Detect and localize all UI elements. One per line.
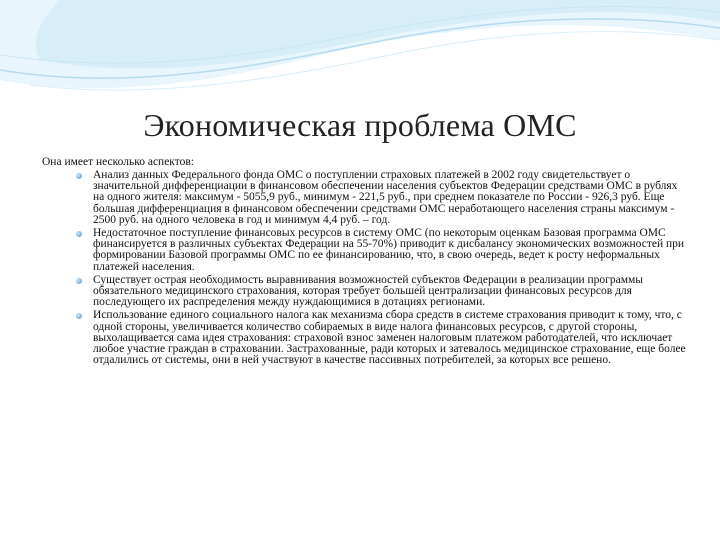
bullet-dot-icon [76,231,82,237]
bullet-item [76,228,686,273]
bullet-list [76,170,686,368]
bullet-dot-icon [76,278,82,284]
bullet-item [76,275,686,309]
slide-title: Экономическая проблема ОМС [143,107,577,143]
wave-band-2 [36,0,720,68]
bullet-dot-icon [76,313,82,319]
bullet-item [76,310,686,366]
bullet-item [76,170,686,226]
bullet-text: Недостаточное поступление финансовых ресурсов в систему ОМС (по некоторым оценкам Базовая программа ОМС финансируется в различных субъектах Федерации на 55-70%) приводит к дисбалансу экономических возможностей при формировании Базовой программы ОМС по ее финансированию, что, в свою очередь, ведет к росту неформальных платежей населения. [93,227,685,273]
intro-text: Она имеет несколько аспектов: [42,156,194,168]
bullet-text: Анализ данных Федерального фонда ОМС о поступлении страховых платежей в 2002 году свидетельствует о значительной дифференциации в финансовом обеспечении населения субъектов Федерации средствами ОМС в рублях на одного жителя: максимум - 5055,9 руб., минимум - 221,5 руб., при среднем показателе по России - 926,3 руб. Еще большая дифференциация в финансовом обеспечении средствами ОМС неработающего населения страны максимум - 2500 руб. на одного человека в год и минимум 4,4 руб. – год. [93,169,678,226]
bullet-text: Использование единого социального налога как механизма сбора средств в системе страхования приводит к тому, что, с одной стороны, увеличивается количество собираемых в виде налога финансовых ресурсов, с другой стороны, выхолащивается сама идея страхования: страховой взнос заменен налоговым платежом работодателей, что исключает любое участие граждан в страховании. Застрахованные, ради которых и затевалось медицинское страхование, еще более отдалились от системы, они в ней участвуют в качестве пассивных потребителей, за которых все решено. [93,309,686,367]
bullet-text: Существует острая необходимость выравнивания возможностей субъектов Федерации в реализации программы обязательного медицинского страхования, которая требует большей централизации финансовых ресурсов для последующего их распределения между нуждающимися в дотациях регионами. [93,273,644,309]
bullet-dot-icon [76,173,82,179]
